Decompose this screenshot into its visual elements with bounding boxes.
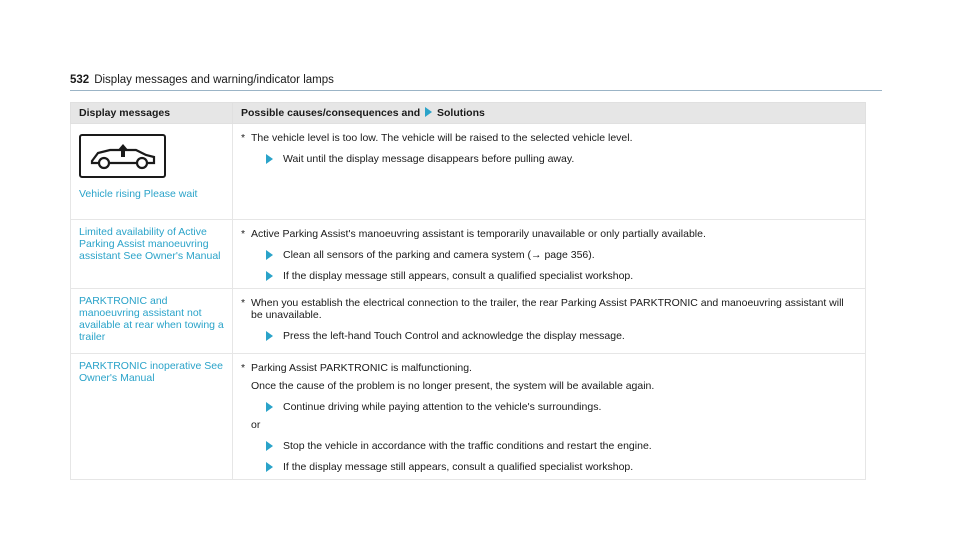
solution-text: If the display message still appears, consult a qualified specialist workshop. <box>283 461 634 473</box>
solution-text: Continue driving while paying attention to the vehicle's surroundings. <box>283 401 602 413</box>
table-row <box>71 220 866 289</box>
step-arrow-icon <box>266 271 273 281</box>
cause-text: The vehicle level is too low. The vehicle will be raised to the selected vehicle level. <box>251 132 633 144</box>
table-row <box>71 289 866 354</box>
step-arrow-icon <box>266 441 273 451</box>
cause-text: Active Parking Assist's manoeuvring assistant is temporarily unavailable or only partially available. <box>251 228 706 240</box>
message-text: PARKTRONIC and manoeuvring assistant not available at rear when towing a trailer <box>79 295 224 343</box>
solutions-arrow-icon <box>425 107 432 117</box>
cause-cell: * Active Parking Assist's manoeuvring assistant is temporarily unavailable or only partially available. Clean all sensors of the parking and camera system (→ page 356). If the display message still appears, consult a qualified specialist workshop. <box>233 220 866 289</box>
step-arrow-icon <box>266 154 273 164</box>
step-arrow-icon <box>266 462 273 472</box>
message-cell <box>71 124 233 220</box>
cause-text: When you establish the electrical connection to the trailer, the rear Parking Assist PARKTRONIC and manoeuvring assistant will be unavailable. <box>251 297 844 321</box>
step-arrow-icon <box>266 250 273 260</box>
vehicle-level-raise-icon <box>79 134 166 178</box>
table-header-row <box>71 103 866 124</box>
message-cell <box>71 220 233 289</box>
cause-text: Parking Assist PARKTRONIC is malfunctioning. <box>251 362 472 374</box>
page-title: Display messages and warning/indicator lamps <box>94 74 334 86</box>
solution-text: Clean all sensors of the parking and camera system (→ page 356). <box>283 249 595 261</box>
cause-cell: * When you establish the electrical connection to the trailer, the rear Parking Assist PARKTRONIC and manoeuvring assistant will be unavailable. Press the left-hand Touch Control and acknowledge the display message. <box>233 289 866 354</box>
message-text: Limited availability of Active Parking Assist manoeuvring assistant See Owner's Manual <box>79 226 221 262</box>
message-text: Vehicle rising Please wait <box>79 188 198 200</box>
table-row <box>71 124 866 220</box>
col-display-messages-header: Display messages <box>71 103 233 124</box>
solution-text: Press the left-hand Touch Control and acknowledge the display message. <box>283 330 625 342</box>
cause-cell: * The vehicle level is too low. The vehicle will be raised to the selected vehicle level. Wait until the display message disappears before pulling away. <box>233 124 866 220</box>
message-text: PARKTRONIC inoperative See Owner's Manual <box>79 360 223 384</box>
solution-text: If the display message still appears, consult a qualified specialist workshop. <box>283 270 634 282</box>
message-cell <box>71 354 233 480</box>
solution-text: Stop the vehicle in accordance with the traffic conditions and restart the engine. <box>283 440 652 452</box>
or-text: or <box>251 419 261 431</box>
solution-text: Wait until the display message disappears before pulling away. <box>283 153 575 165</box>
display-messages-table <box>70 102 866 480</box>
page-number: 532 <box>70 74 90 86</box>
cause-cell: * Parking Assist PARKTRONIC is malfunctioning. Once the cause of the problem is no longer present, the system will be available again. Continue driving while paying attention to the vehicle's surroundings. or Stop the vehicle in accordance with the traffic conditions and restart the engine. If the display message still appears, consult a qualified specialist workshop. <box>233 354 866 480</box>
step-arrow-icon <box>266 402 273 412</box>
col-causes-solutions-header: Possible causes/consequences and Solutions <box>233 103 866 124</box>
table-row <box>71 354 866 480</box>
note-text: Once the cause of the problem is no longer present, the system will be available again. <box>251 380 655 392</box>
step-arrow-icon <box>266 331 273 341</box>
message-cell <box>71 289 233 354</box>
page-header <box>70 73 882 91</box>
